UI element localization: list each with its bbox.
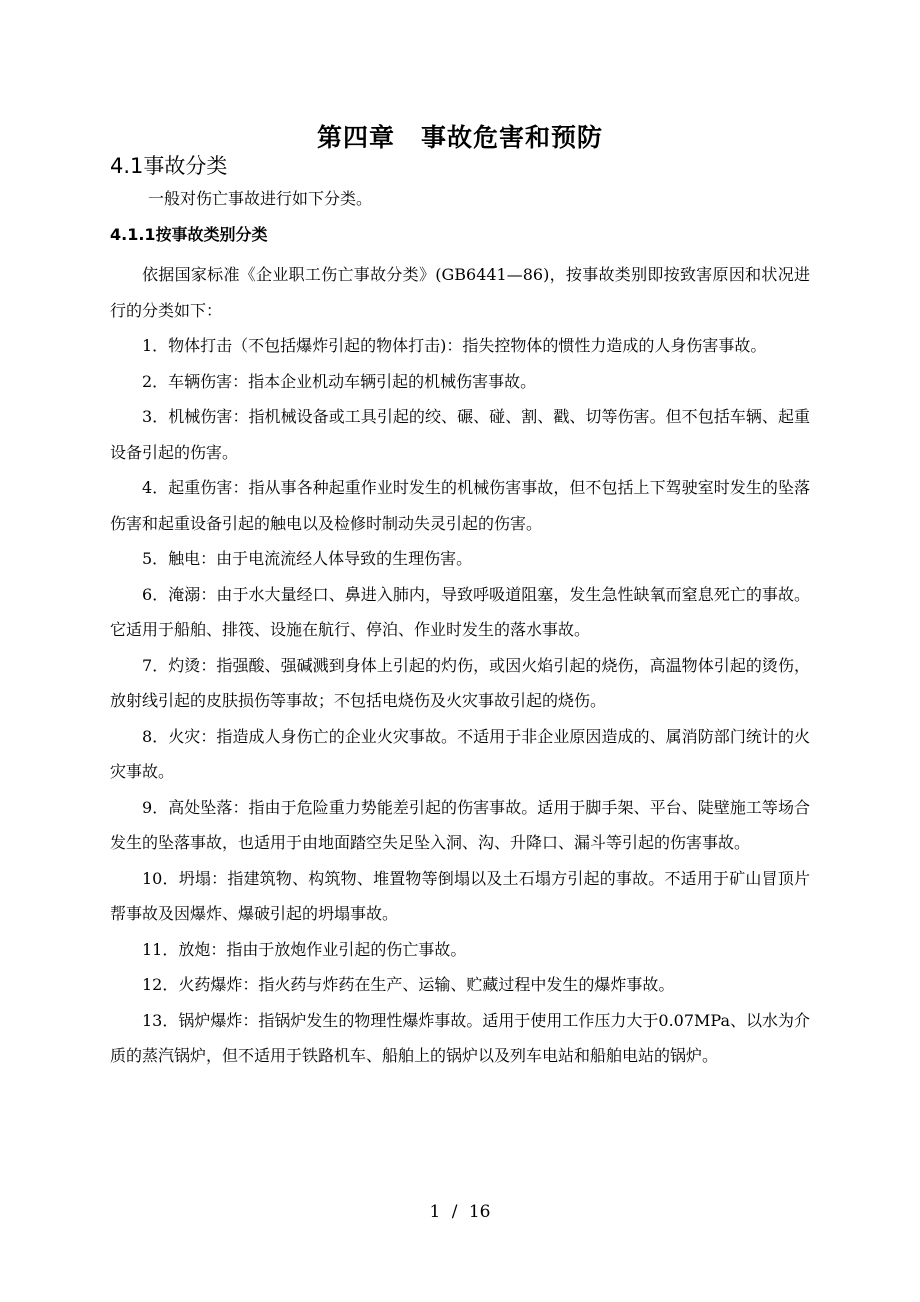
chapter-name: 事故危害和预防 [421,123,604,152]
paragraph-item-6: 6．淹溺：由于水大量经口、鼻进入肺内，导致呼吸道阻塞，发生急性缺氧而窒息死亡的事故。它适用于船舶、排筏、设施在航行、停泊、作业时发生的落水事故。 [110,584,810,639]
paragraph-item-4: 4．起重伤害：指从事各种起重作业时发生的机械伤害事故，但不包括上下驾驶室时发生的坠落伤害和起重设备引起的触电以及检修时制动失灵引起的伤害。 [110,478,810,533]
paragraph-item-3: 3．机械伤害：指机械设备或工具引起的绞、碾、碰、割、戳、切等伤害。但不包括车辆、起重设备引起的伤害。 [110,407,810,462]
subsection-heading: 4.1.1按事故类别分类 [110,225,268,244]
paragraph-standard-reference: 依据国家标准《企业职工伤亡事故分类》(GB6441—86)，按事故类别即按致害原因和状况进行的分类如下： [110,265,810,320]
chapter-label: 第四章 [316,123,395,152]
section-heading: 4.1事故分类 [110,154,228,178]
paragraph-item-8: 8．火灾：指造成人身伤亡的企业火灾事故。不适用于非企业原因造成的、属消防部门统计的火灾事故。 [110,726,810,781]
paragraph-item-7: 7．灼烫：指强酸、强碱溅到身体上引起的灼伤，或因火焰引起的烧伤，高温物体引起的烫伤，放射线引起的皮肤损伤等事故；不包括电烧伤及火灾事故引起的烧伤。 [110,655,810,710]
paragraph-item-5: 5．触电：由于电流流经人体导致的生理伤害。 [142,549,473,568]
section-intro: 一般对伤亡事故进行如下分类。 [148,189,373,208]
paragraph-item-10: 10．坍塌：指建筑物、构筑物、堆置物等倒塌以及土石塌方引起的事故。不适用于矿山冒顶片帮事故及因爆炸、爆破引起的坍塌事故。 [110,868,810,923]
page-number: 1 / 16 [429,1202,491,1222]
paragraph-item-13: 13．锅炉爆炸：指锅炉发生的物理性爆炸事故。适用于使用工作压力大于0.07MPa、以水为介质的蒸汽锅炉，但不适用于铁路机车、船舶上的锅炉以及列车电站和船舶电站的锅炉。 [110,1010,810,1065]
paragraph-item-12: 12．火药爆炸：指火药与炸药在生产、运输、贮藏过程中发生的爆炸事故。 [142,975,675,994]
paragraph-item-2: 2．车辆伤害：指本企业机动车辆引起的机械伤害事故。 [142,371,537,391]
body-text [110,257,810,1074]
paragraph-item-11: 11．放炮：指由于放炮作业引起的伤亡事故。 [142,939,467,959]
paragraph-item-9: 9．高处坠落：指由于危险重力势能差引起的伤害事故。适用于脚手架、平台、陡壁施工等场合发生的坠落事故，也适用于由地面踏空失足坠入洞、沟、升降口、漏斗等引起的伤害事故。 [110,797,810,852]
paragraph-item-1: 1．物体打击（不包括爆炸引起的物体打击)：指失控物体的惯性力造成的人身伤害事故。 [142,336,767,355]
chapter-title [0,118,920,154]
